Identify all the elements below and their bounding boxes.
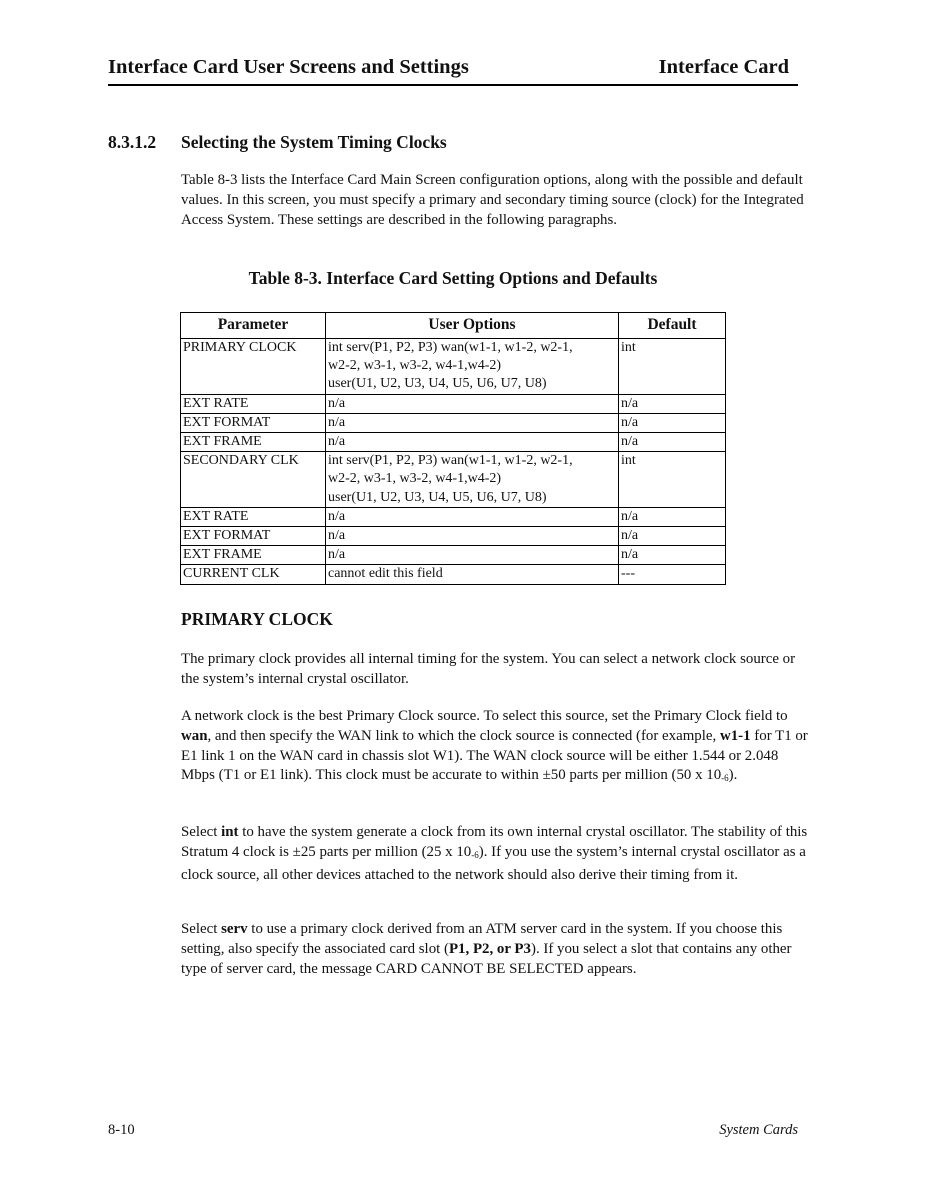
page-number: 8-10 — [108, 1122, 135, 1138]
param-cell: EXT FORMAT — [181, 527, 326, 546]
default-cell: n/a — [619, 413, 726, 432]
paragraph-text: Select — [181, 824, 222, 840]
settings-table — [180, 312, 726, 585]
table-row — [181, 339, 726, 395]
options-cell — [326, 339, 619, 395]
header-user-options: User Options — [326, 313, 619, 339]
bold-term: P1, P2, or P3 — [448, 940, 531, 957]
primary-clock-paragraph-4 — [181, 920, 811, 979]
param-cell: CURRENT CLK — [181, 565, 326, 584]
param-cell: EXT RATE — [181, 507, 326, 526]
options-line: user(U1, U2, U3, U4, U5, U6, U7, U8) — [328, 489, 547, 505]
default-cell: int — [619, 452, 726, 508]
options-cell — [326, 452, 619, 508]
paragraph-text: A network clock is the best Primary Clock source. To select this source, set the Primary Clock field to — [181, 708, 788, 724]
exponent: -6 — [721, 773, 729, 784]
bold-term: serv — [221, 921, 248, 937]
default-cell: n/a — [619, 433, 726, 452]
header-parameter: Parameter — [181, 313, 326, 339]
options-line: int serv(P1, P2, P3) wan(w1-1, w1-2, w2-1, — [328, 453, 573, 469]
table-row — [181, 546, 726, 565]
options-line: int serv(P1, P2, P3) wan(w1-1, w1-2, w2-1, — [328, 340, 573, 355]
default-cell: n/a — [619, 546, 726, 565]
param-cell: EXT FORMAT — [181, 413, 326, 432]
primary-clock-paragraph-3 — [181, 823, 811, 885]
options-cell: n/a — [326, 394, 619, 413]
table-row — [181, 507, 726, 526]
default-cell: --- — [619, 565, 726, 584]
default-cell: n/a — [619, 507, 726, 526]
table-row — [181, 433, 726, 452]
options-line: user(U1, U2, U3, U4, U5, U6, U7, U8) — [328, 376, 547, 392]
table-row — [181, 413, 726, 432]
bold-term: wan — [181, 727, 208, 744]
primary-clock-paragraph-1: The primary clock provides all internal timing for the system. You can select a network clock source or the system’s internal crystal oscillator. — [181, 651, 796, 687]
param-cell: SECONDARY CLK — [181, 452, 326, 508]
section-number: 8.3.1.2 — [108, 132, 157, 152]
param-cell: EXT FRAME — [181, 546, 326, 565]
param-cell: EXT RATE — [181, 394, 326, 413]
paragraph-text: to have the system generate a clock from its own internal crystal oscillator. The stability of this Stratum 4 clock is ±25 parts per million (25 x 10 — [181, 824, 808, 860]
table-row — [181, 452, 726, 508]
paragraph-text: , and then specify the WAN link to which the clock source is connected (for example, — [207, 727, 720, 744]
table-row — [181, 527, 726, 546]
default-cell: n/a — [619, 527, 726, 546]
paragraph-text: ). If you use the system’s internal crystal oscillator as a clock source, all other devices attached to the network should also derive their timing from it. — [181, 843, 806, 883]
header-card-title: Interface Card — [658, 56, 789, 78]
table-title: Table 8-3. Interface Card Setting Options and Defaults — [248, 268, 658, 288]
default-cell: int — [619, 339, 726, 395]
param-cell: EXT FRAME — [181, 433, 326, 452]
section-title: Selecting the System Timing Clocks — [181, 132, 447, 152]
options-cell: n/a — [326, 413, 619, 432]
paragraph-text: for T1 or E1 link 1 on the WAN card in chassis slot W1). The WAN clock source will be either 1.544 or 2.048 Mbps (T1 or E1 link). This clock must be accurate to within ±50 parts per million (50 x 10 — [181, 727, 808, 784]
page-header — [108, 54, 798, 86]
table-header-row — [181, 313, 726, 339]
primary-clock-paragraph-2 — [181, 707, 811, 789]
exponent: -6 — [471, 849, 479, 860]
intro-paragraph: Table 8-3 lists the Interface Card Main Screen configuration options, along with the possible and default values. In this screen, you must specify a primary and secondary timing source (clock) for the Integrated Access System. These settings are described in the following paragraphs. — [181, 172, 804, 228]
paragraph-text: Select — [181, 921, 222, 937]
options-cell: n/a — [326, 546, 619, 565]
param-cell: PRIMARY CLOCK — [181, 339, 326, 395]
paragraph-text: ). If you select a slot that contains any other type of server card, the message CARD CANNOT BE SELECTED appears. — [181, 940, 792, 977]
options-cell: n/a — [326, 527, 619, 546]
bold-term: w1-1 — [719, 727, 751, 744]
bold-term: int — [221, 824, 239, 840]
options-line: w2-2, w3-1, w3-2, w4-1,w4-2) — [328, 358, 502, 374]
paragraph-text: ). — [728, 767, 738, 784]
default-cell: n/a — [619, 394, 726, 413]
table-row — [181, 565, 726, 584]
options-cell: cannot edit this field — [326, 565, 619, 584]
options-cell: n/a — [326, 507, 619, 526]
header-default: Default — [619, 313, 726, 339]
chapter-name: System Cards — [719, 1122, 798, 1138]
primary-clock-heading: PRIMARY CLOCK — [181, 609, 333, 629]
options-cell: n/a — [326, 433, 619, 452]
options-line: w2-2, w3-1, w3-2, w4-1,w4-2) — [328, 471, 502, 487]
paragraph-text: to use a primary clock derived from an ATM server card in the system. If you choose this setting, also specify the associated card slot ( — [181, 921, 783, 957]
table-row — [181, 394, 726, 413]
header-section-title: Interface Card User Screens and Settings — [108, 56, 469, 78]
